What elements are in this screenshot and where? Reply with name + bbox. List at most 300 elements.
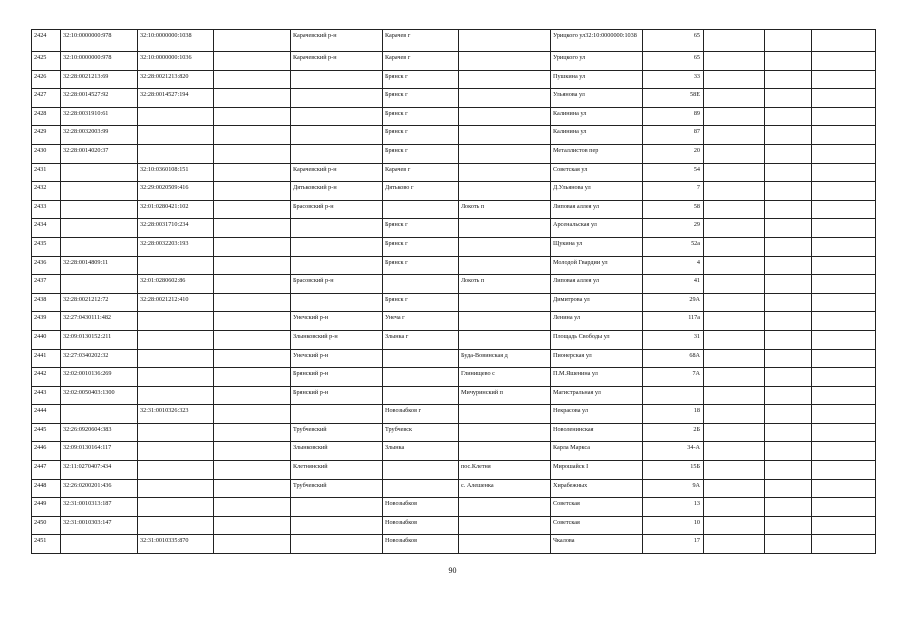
street-cell: Молодой Гвардии ул: [551, 256, 643, 275]
blank-cell-c: [812, 330, 876, 349]
cadastral-number-cell: 32:28:0014527:92: [61, 89, 138, 108]
table-row: [32, 256, 876, 275]
blank-cell-c: [812, 516, 876, 535]
street-cell: Калинина ул: [551, 107, 643, 126]
settlement-cell: [459, 182, 551, 201]
street-cell: Димитрова ул: [551, 293, 643, 312]
house-number-cell: 68А: [643, 349, 704, 368]
blank-cell-c: [812, 237, 876, 256]
blank-cell-a: [704, 107, 765, 126]
city-cell: [383, 386, 459, 405]
table-row: [32, 498, 876, 517]
row-number-cell: 2447: [32, 461, 61, 480]
extra-cell: [214, 89, 291, 108]
house-number-cell: 17: [643, 535, 704, 554]
house-number-cell: 7А: [643, 368, 704, 387]
street-cell: Щукина ул: [551, 237, 643, 256]
building-cadastral-cell: [138, 330, 214, 349]
blank-cell-a: [704, 386, 765, 405]
extra-cell: [214, 349, 291, 368]
cadastral-number-cell: 32:02:0050403:1300: [61, 386, 138, 405]
building-cadastral-cell: [138, 368, 214, 387]
table-row: [32, 126, 876, 145]
street-cell: Хирабежных: [551, 479, 643, 498]
house-number-cell: 58Е: [643, 89, 704, 108]
street-cell: Липовая аллея ул: [551, 200, 643, 219]
district-cell: Злынковский р-н: [291, 330, 383, 349]
extra-cell: [214, 330, 291, 349]
blank-cell-c: [812, 70, 876, 89]
blank-cell-b: [765, 70, 812, 89]
building-cadastral-cell: [138, 423, 214, 442]
table-row: [32, 144, 876, 163]
row-number-cell: 2444: [32, 405, 61, 424]
city-cell: Карачев г: [383, 30, 459, 52]
blank-cell-a: [704, 405, 765, 424]
blank-cell-a: [704, 219, 765, 238]
blank-cell-c: [812, 107, 876, 126]
extra-cell: [214, 107, 291, 126]
blank-cell-c: [812, 368, 876, 387]
table-row: [32, 516, 876, 535]
settlement-cell: [459, 293, 551, 312]
table-row: [32, 330, 876, 349]
city-cell: Карачев г: [383, 52, 459, 71]
table-row: [32, 219, 876, 238]
blank-cell-c: [812, 461, 876, 480]
street-cell: Мирошайск I: [551, 461, 643, 480]
settlement-cell: [459, 312, 551, 331]
blank-cell-b: [765, 405, 812, 424]
extra-cell: [214, 405, 291, 424]
street-cell: Карла Маркса: [551, 442, 643, 461]
building-cadastral-cell: 32:28:0021212:410: [138, 293, 214, 312]
city-cell: Брянск г: [383, 256, 459, 275]
row-number-cell: 2433: [32, 200, 61, 219]
street-cell: Д.Ульянова ул: [551, 182, 643, 201]
blank-cell-b: [765, 107, 812, 126]
city-cell: Брянск г: [383, 237, 459, 256]
settlement-cell: Локоть п: [459, 275, 551, 294]
district-cell: Злынковский: [291, 442, 383, 461]
cadastral-number-cell: [61, 200, 138, 219]
table-row: [32, 312, 876, 331]
house-number-cell: 15Б: [643, 461, 704, 480]
city-cell: Новозыбков: [383, 498, 459, 517]
street-cell: Ульянова ул: [551, 89, 643, 108]
row-number-cell: 2425: [32, 52, 61, 71]
house-number-cell: 87: [643, 126, 704, 145]
row-number-cell: 2427: [32, 89, 61, 108]
blank-cell-b: [765, 237, 812, 256]
street-cell: Некрасова ул: [551, 405, 643, 424]
table-row: [32, 368, 876, 387]
blank-cell-b: [765, 89, 812, 108]
blank-cell-a: [704, 498, 765, 517]
blank-cell-c: [812, 498, 876, 517]
district-cell: Брасовский р-н: [291, 275, 383, 294]
house-number-cell: 9А: [643, 479, 704, 498]
city-cell: Карачев г: [383, 163, 459, 182]
blank-cell-c: [812, 256, 876, 275]
city-cell: [383, 200, 459, 219]
blank-cell-c: [812, 293, 876, 312]
blank-cell-a: [704, 70, 765, 89]
table-row: [32, 461, 876, 480]
street-cell: Калинина ул: [551, 126, 643, 145]
table-row: [32, 70, 876, 89]
blank-cell-a: [704, 256, 765, 275]
building-cadastral-cell: 32:28:0021213:820: [138, 70, 214, 89]
settlement-cell: [459, 107, 551, 126]
house-number-cell: 10: [643, 516, 704, 535]
blank-cell-a: [704, 182, 765, 201]
cadastral-number-cell: 32:28:0014809:11: [61, 256, 138, 275]
extra-cell: [214, 126, 291, 145]
district-cell: [291, 237, 383, 256]
district-cell: [291, 107, 383, 126]
building-cadastral-cell: [138, 461, 214, 480]
cadastral-number-cell: [61, 219, 138, 238]
district-cell: Брянский р-н: [291, 386, 383, 405]
district-cell: Трубчевский: [291, 423, 383, 442]
district-cell: [291, 516, 383, 535]
blank-cell-a: [704, 368, 765, 387]
blank-cell-a: [704, 163, 765, 182]
city-cell: Злынка: [383, 442, 459, 461]
building-cadastral-cell: [138, 386, 214, 405]
building-cadastral-cell: 32:10:0000000:1038: [138, 30, 214, 52]
row-number-cell: 2436: [32, 256, 61, 275]
blank-cell-b: [765, 219, 812, 238]
table-row: [32, 163, 876, 182]
blank-cell-b: [765, 498, 812, 517]
street-cell: Липовая аллея ул: [551, 275, 643, 294]
extra-cell: [214, 200, 291, 219]
row-number-cell: 2437: [32, 275, 61, 294]
table-row: [32, 237, 876, 256]
street-cell: Площадь Свободы ул: [551, 330, 643, 349]
settlement-cell: с. Алешенка: [459, 479, 551, 498]
settlement-cell: [459, 442, 551, 461]
blank-cell-b: [765, 442, 812, 461]
settlement-cell: [459, 237, 551, 256]
house-number-cell: 20: [643, 144, 704, 163]
blank-cell-a: [704, 237, 765, 256]
row-number-cell: 2435: [32, 237, 61, 256]
house-number-cell: 54: [643, 163, 704, 182]
blank-cell-c: [812, 200, 876, 219]
extra-cell: [214, 70, 291, 89]
table-row: [32, 200, 876, 219]
city-cell: Дятьково г: [383, 182, 459, 201]
building-cadastral-cell: [138, 312, 214, 331]
blank-cell-c: [812, 405, 876, 424]
row-number-cell: 2440: [32, 330, 61, 349]
building-cadastral-cell: [138, 479, 214, 498]
extra-cell: [214, 182, 291, 201]
cadastral-number-cell: 32:28:0031910:61: [61, 107, 138, 126]
street-cell: Советская ул: [551, 163, 643, 182]
blank-cell-b: [765, 256, 812, 275]
settlement-cell: [459, 423, 551, 442]
register-table: [31, 29, 876, 554]
blank-cell-c: [812, 442, 876, 461]
settlement-cell: Буда-Вовинская д: [459, 349, 551, 368]
blank-cell-a: [704, 293, 765, 312]
district-cell: Брянский р-н: [291, 368, 383, 387]
row-number-cell: 2442: [32, 368, 61, 387]
house-number-cell: 33: [643, 70, 704, 89]
house-number-cell: 65: [643, 52, 704, 71]
settlement-cell: [459, 405, 551, 424]
cadastral-number-cell: 32:28:0021212:72: [61, 293, 138, 312]
blank-cell-a: [704, 126, 765, 145]
city-cell: [383, 349, 459, 368]
row-number-cell: 2446: [32, 442, 61, 461]
table-row: [32, 89, 876, 108]
blank-cell-b: [765, 386, 812, 405]
settlement-cell: [459, 70, 551, 89]
table-body: [32, 30, 876, 554]
blank-cell-b: [765, 312, 812, 331]
street-cell: Чкалова: [551, 535, 643, 554]
table-row: [32, 349, 876, 368]
building-cadastral-cell: 32:28:0031710:234: [138, 219, 214, 238]
table-row: [32, 442, 876, 461]
cadastral-number-cell: [61, 405, 138, 424]
extra-cell: [214, 237, 291, 256]
city-cell: Злынка г: [383, 330, 459, 349]
blank-cell-a: [704, 535, 765, 554]
row-number-cell: 2438: [32, 293, 61, 312]
blank-cell-a: [704, 89, 765, 108]
cadastral-number-cell: 32:31:0010303:147: [61, 516, 138, 535]
settlement-cell: [459, 516, 551, 535]
city-cell: [383, 461, 459, 480]
city-cell: Новозыбков г: [383, 405, 459, 424]
city-cell: Брянск г: [383, 70, 459, 89]
blank-cell-b: [765, 163, 812, 182]
blank-cell-c: [812, 30, 876, 52]
settlement-cell: [459, 30, 551, 52]
house-number-cell: 41: [643, 275, 704, 294]
cadastral-number-cell: 32:27:0340202:32: [61, 349, 138, 368]
house-number-cell: 2Б: [643, 423, 704, 442]
blank-cell-c: [812, 163, 876, 182]
cadastral-number-cell: [61, 163, 138, 182]
blank-cell-b: [765, 144, 812, 163]
page-number: 90: [448, 566, 457, 575]
city-cell: Брянск г: [383, 144, 459, 163]
row-number-cell: 2451: [32, 535, 61, 554]
blank-cell-b: [765, 52, 812, 71]
row-number-cell: 2443: [32, 386, 61, 405]
house-number-cell: 7: [643, 182, 704, 201]
cadastral-number-cell: 32:27:0430111:482: [61, 312, 138, 331]
blank-cell-c: [812, 275, 876, 294]
extra-cell: [214, 516, 291, 535]
street-cell: Советская: [551, 516, 643, 535]
settlement-cell: [459, 52, 551, 71]
building-cadastral-cell: 32:29:0020509:416: [138, 182, 214, 201]
row-number-cell: 2432: [32, 182, 61, 201]
district-cell: Карачевский р-н: [291, 163, 383, 182]
street-cell: П.М.Яшенина ул: [551, 368, 643, 387]
house-number-cell: 13: [643, 498, 704, 517]
blank-cell-c: [812, 126, 876, 145]
building-cadastral-cell: [138, 442, 214, 461]
blank-cell-c: [812, 386, 876, 405]
blank-cell-c: [812, 219, 876, 238]
blank-cell-b: [765, 535, 812, 554]
extra-cell: [214, 461, 291, 480]
cadastral-number-cell: [61, 275, 138, 294]
street-cell: Металлистов пер: [551, 144, 643, 163]
row-number-cell: 2426: [32, 70, 61, 89]
building-cadastral-cell: [138, 144, 214, 163]
row-number-cell: 2450: [32, 516, 61, 535]
house-number-cell: 89: [643, 107, 704, 126]
building-cadastral-cell: 32:28:0014527:194: [138, 89, 214, 108]
blank-cell-a: [704, 52, 765, 71]
blank-cell-c: [812, 52, 876, 71]
extra-cell: [214, 368, 291, 387]
table-row: [32, 479, 876, 498]
settlement-cell: [459, 144, 551, 163]
building-cadastral-cell: 32:01:0280602:86: [138, 275, 214, 294]
blank-cell-c: [812, 144, 876, 163]
blank-cell-a: [704, 442, 765, 461]
row-number-cell: 2431: [32, 163, 61, 182]
street-cell: Магистральная ул: [551, 386, 643, 405]
district-cell: Клетнянский: [291, 461, 383, 480]
blank-cell-b: [765, 293, 812, 312]
city-cell: Брянск г: [383, 89, 459, 108]
district-cell: [291, 498, 383, 517]
row-number-cell: 2439: [32, 312, 61, 331]
row-number-cell: 2434: [32, 219, 61, 238]
settlement-cell: Глинищево с: [459, 368, 551, 387]
blank-cell-b: [765, 461, 812, 480]
blank-cell-c: [812, 89, 876, 108]
district-cell: Карачевский р-н: [291, 30, 383, 52]
building-cadastral-cell: [138, 498, 214, 517]
extra-cell: [214, 498, 291, 517]
extra-cell: [214, 163, 291, 182]
extra-cell: [214, 386, 291, 405]
street-cell: Арсенальская ул: [551, 219, 643, 238]
district-cell: [291, 256, 383, 275]
street-cell: Пионерская ул: [551, 349, 643, 368]
cadastral-number-cell: 32:02:0010136:269: [61, 368, 138, 387]
cadastral-number-cell: 32:26:0200201:436: [61, 479, 138, 498]
blank-cell-c: [812, 182, 876, 201]
table-row: [32, 535, 876, 554]
blank-cell-c: [812, 349, 876, 368]
district-cell: [291, 126, 383, 145]
city-cell: Брянск г: [383, 219, 459, 238]
table-row: [32, 293, 876, 312]
settlement-cell: пос.Клетня: [459, 461, 551, 480]
blank-cell-a: [704, 275, 765, 294]
extra-cell: [214, 535, 291, 554]
house-number-cell: 18: [643, 405, 704, 424]
district-cell: [291, 89, 383, 108]
house-number-cell: 29А: [643, 293, 704, 312]
blank-cell-b: [765, 200, 812, 219]
building-cadastral-cell: [138, 349, 214, 368]
row-number-cell: 2441: [32, 349, 61, 368]
row-number-cell: 2430: [32, 144, 61, 163]
city-cell: Трубчевск: [383, 423, 459, 442]
extra-cell: [214, 219, 291, 238]
blank-cell-a: [704, 423, 765, 442]
district-cell: [291, 405, 383, 424]
blank-cell-b: [765, 479, 812, 498]
cadastral-number-cell: 32:09:0130152:211: [61, 330, 138, 349]
cadastral-number-cell: [61, 535, 138, 554]
table-row: [32, 423, 876, 442]
house-number-cell: 52а: [643, 237, 704, 256]
city-cell: Новозыбков: [383, 535, 459, 554]
building-cadastral-cell: 32:31:0010335:870: [138, 535, 214, 554]
settlement-cell: [459, 498, 551, 517]
city-cell: Брянск г: [383, 126, 459, 145]
settlement-cell: Мичуринский п: [459, 386, 551, 405]
blank-cell-a: [704, 479, 765, 498]
table-row: [32, 52, 876, 71]
cadastral-number-cell: 32:26:0920604:383: [61, 423, 138, 442]
extra-cell: [214, 144, 291, 163]
blank-cell-b: [765, 330, 812, 349]
house-number-cell: 34-А: [643, 442, 704, 461]
district-cell: Унечский р-н: [291, 349, 383, 368]
blank-cell-a: [704, 516, 765, 535]
house-number-cell: 4: [643, 256, 704, 275]
settlement-cell: [459, 256, 551, 275]
cadastral-number-cell: 32:10:0000000:978: [61, 30, 138, 52]
street-cell: Урицкого ул32:10:0000000:1038: [551, 30, 643, 52]
settlement-cell: [459, 163, 551, 182]
building-cadastral-cell: 32:10:0000000:1036: [138, 52, 214, 71]
district-cell: [291, 535, 383, 554]
blank-cell-b: [765, 349, 812, 368]
blank-cell-b: [765, 368, 812, 387]
table-row: [32, 386, 876, 405]
settlement-cell: Локоть п: [459, 200, 551, 219]
row-number-cell: 2424: [32, 30, 61, 52]
district-cell: Унечский р-н: [291, 312, 383, 331]
extra-cell: [214, 52, 291, 71]
blank-cell-b: [765, 516, 812, 535]
street-cell: Советская: [551, 498, 643, 517]
blank-cell-a: [704, 30, 765, 52]
building-cadastral-cell: 32:10:0360108:151: [138, 163, 214, 182]
district-cell: [291, 293, 383, 312]
row-number-cell: 2448: [32, 479, 61, 498]
street-cell: Новоленинская: [551, 423, 643, 442]
cadastral-number-cell: 32:28:0014020:37: [61, 144, 138, 163]
street-cell: Урицкого ул: [551, 52, 643, 71]
house-number-cell: 65: [643, 30, 704, 52]
settlement-cell: [459, 330, 551, 349]
cadastral-number-cell: 32:10:0000000:978: [61, 52, 138, 71]
building-cadastral-cell: [138, 516, 214, 535]
blank-cell-c: [812, 535, 876, 554]
house-number-cell: 31: [643, 330, 704, 349]
city-cell: Брянск г: [383, 107, 459, 126]
